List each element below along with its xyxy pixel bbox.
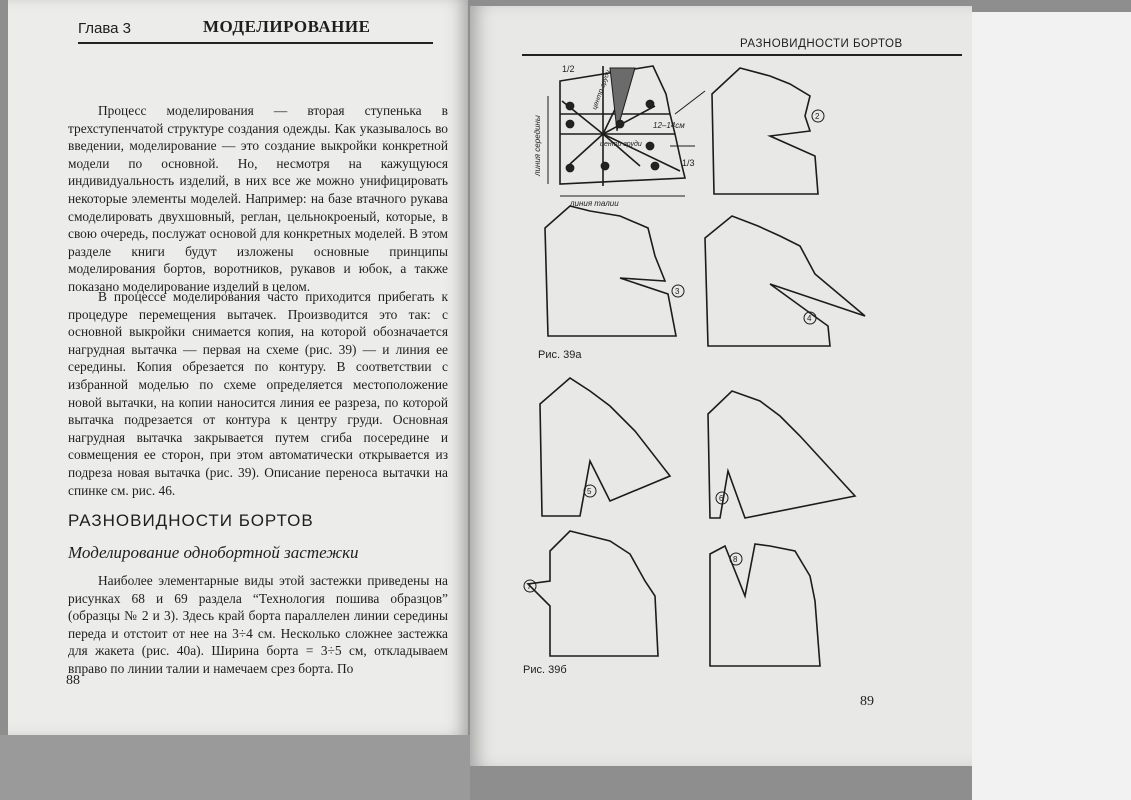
fig-number-3: 3	[675, 287, 680, 296]
pattern-fig-2	[712, 68, 824, 194]
page-number-right: 89	[860, 694, 874, 709]
chapter-label: Глава 3	[78, 20, 132, 37]
pattern-figures	[470, 6, 972, 766]
pattern-fig-5	[540, 378, 670, 516]
paragraph-1: Процесс моделирования — вторая ступенька в трехступенчатой структуре создания одежды. Как указывалось во введении, моделирование — это создание выкройки конкретной модели по основной. Но, несмотря на кажущуюся индивидуальность изделий, в них все же можно унифицировать некоторые элементы моделей. Например: на базе втачного рукава смоделировать двухшовный, реглан, цельнокроеный, которые, в свою очередь, послужат основой для конкретных моделей. В этом разделе книги будут изложены основные принципы моделирования бортов, воротников, рукавов и юбок, а также показано моделирование изделий в целом.	[68, 103, 448, 294]
paragraph-2: В процессе моделирования часто приходится прибегать к процедуре перемещения вытачек. Производится это так: с основной выкройки снимается копия, на которой обозначается нагрудная вытачка — первая на схеме (рис. 39) — и линия ее середины. Копия обрезается по контуру. В соответствии с избранной моделью по схеме определяется местоположение новой вытачки, на копии наносится линия ее разреза, по которой вытачка подрезается от контура к центру груди. Основная нагрудная вытачка закрывается путем сгиба посередине и совмещения ее сторон, при этом автоматически открывается из подреза новая вытачка (рис. 39). Описание переноса вытачки на спинке см. рис. 46.	[68, 289, 448, 498]
dart-scheme-diagram	[533, 64, 705, 208]
header-rule	[78, 42, 433, 44]
right-page	[470, 6, 972, 766]
fig-number-5: 5	[587, 487, 592, 496]
label-centre: линия середины	[533, 115, 542, 176]
chapter-title: МОДЕЛИРОВАНИЕ	[203, 17, 371, 36]
page-bottom-shadow	[0, 735, 470, 800]
page-number-left: 88	[66, 673, 80, 688]
fig-number-1: 1	[567, 104, 571, 111]
running-head: РАЗНОВИДНОСТИ БОРТОВ	[740, 38, 903, 50]
label-bust: центр груди	[600, 141, 642, 148]
pattern-fig-7	[524, 531, 658, 656]
subheading: Моделирование однобортной застежки	[68, 543, 359, 562]
label-guide: центр груди	[591, 69, 613, 111]
fig-number-4: 4	[807, 314, 812, 323]
caption-39a: Рис. 39а	[538, 349, 582, 361]
left-page	[8, 0, 468, 735]
page-edge-right	[972, 12, 1131, 800]
label-size: 12–14см	[653, 121, 685, 130]
fig-number-8: 8	[733, 555, 738, 564]
section-heading: РАЗНОВИДНОСТИ БОРТОВ	[68, 511, 314, 530]
fig-number-2: 2	[815, 112, 820, 121]
caption-39b: Рис. 39б	[523, 664, 567, 676]
fig-number-7: 7	[527, 582, 532, 591]
fig-number-6: 6	[719, 494, 724, 503]
pattern-fig-8	[710, 544, 820, 666]
label-third: 1/3	[682, 158, 695, 168]
label-waist: линия талии	[570, 199, 619, 208]
pattern-fig-6	[708, 391, 855, 518]
label-half: 1/2	[562, 64, 575, 74]
pattern-fig-3	[545, 206, 684, 336]
pattern-fig-4	[705, 216, 865, 346]
paragraph-3: Наиболее элементарные виды этой застежки приведены на рисунках 68 и 69 раздела “Технология пошива образцов” (образцы № 2 и 3). Здесь край борта параллелен линии середины переда и отстоит от нее на 3÷4 см. Несколько сложнее застежка для жакета (рис. 40а). Ширина борта = 3÷5 см, откладываем вправо по линии талии и намечаем срез борта. По	[68, 573, 448, 676]
